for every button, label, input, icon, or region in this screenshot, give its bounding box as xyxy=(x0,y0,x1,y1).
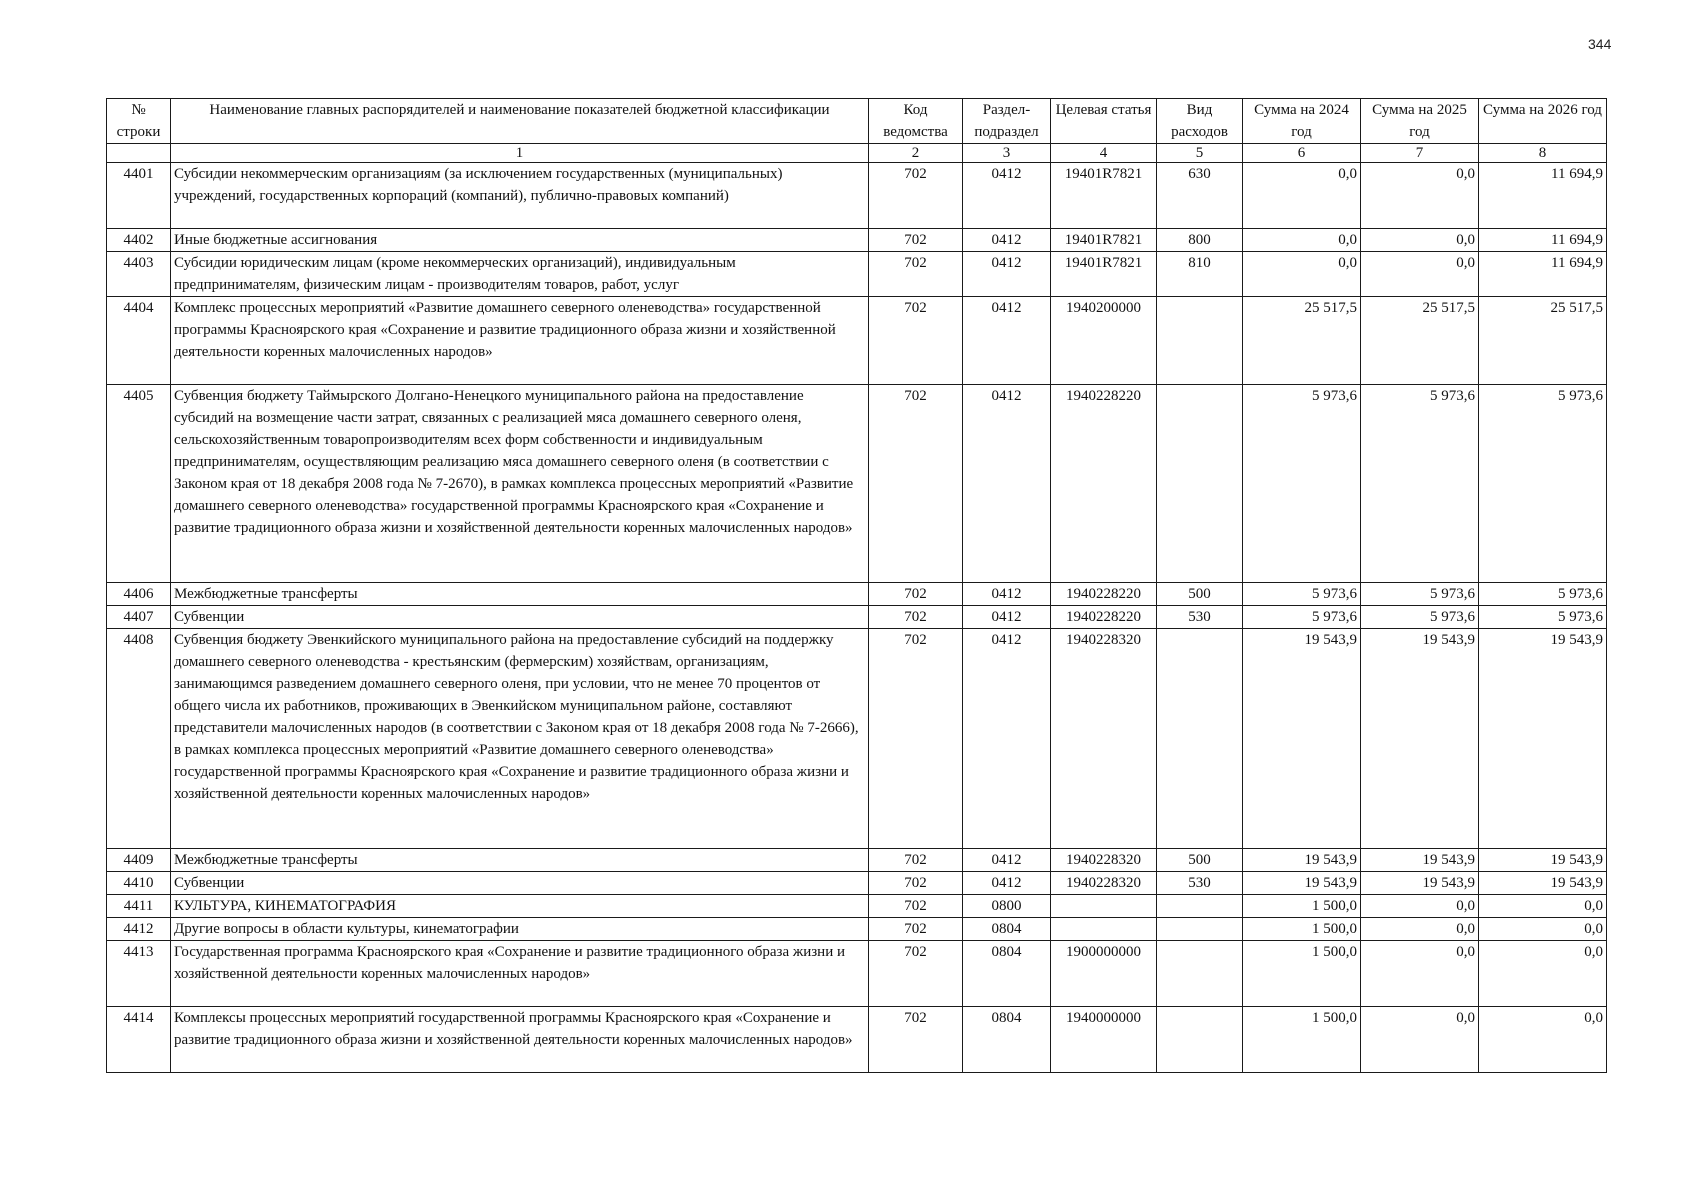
table-row xyxy=(107,252,1607,297)
column-index: 8 xyxy=(1479,144,1607,163)
dept-code: 702 xyxy=(869,163,963,229)
row-number: 4404 xyxy=(107,297,171,385)
table-row xyxy=(107,297,1607,385)
row-name: Комплексы процессных мероприятий государственной программы Красноярского края «Сохранение и развитие традиционного образа жизни и хозяйственной деятельности коренных малочисленных народов» xyxy=(171,1007,869,1073)
sum-2024: 5 973,6 xyxy=(1243,606,1361,629)
table-row xyxy=(107,583,1607,606)
target-code: 1940228320 xyxy=(1051,872,1157,895)
column-index: 6 xyxy=(1243,144,1361,163)
sum-2025: 0,0 xyxy=(1361,163,1479,229)
budget-table xyxy=(106,98,1607,1073)
expense-type xyxy=(1157,895,1243,918)
sum-2025: 25 517,5 xyxy=(1361,297,1479,385)
sum-2025: 5 973,6 xyxy=(1361,606,1479,629)
sum-2024: 1 500,0 xyxy=(1243,918,1361,941)
sum-2024: 19 543,9 xyxy=(1243,849,1361,872)
sum-2024: 19 543,9 xyxy=(1243,629,1361,849)
sum-2024: 5 973,6 xyxy=(1243,385,1361,583)
sum-2024: 1 500,0 xyxy=(1243,1007,1361,1073)
sum-2026: 0,0 xyxy=(1479,918,1607,941)
row-name: Межбюджетные трансферты xyxy=(171,583,869,606)
row-name: Субвенция бюджету Эвенкийского муниципального района на предоставление субсидий на поддержку домашнего северного оленеводства - крестьянским (фермерским) хозяйствам, организациям, занимающимся разведением домашнего северного оленя, при условии, что не менее 70 процентов от общего числа их работников, проживающих в Эвенкийском муниципальном районе, составляют представители малочисленных народов (в соответствии с Законом края от 18 декабря 2008 года № 7-2666), в рамках комплекса процессных мероприятий «Развитие домашнего северного оленеводства» государственной программы Красноярского края «Сохранение и развитие традиционного образа жизни и хозяйственной деятельности коренных малочисленных народов» xyxy=(171,629,869,849)
sum-2025: 5 973,6 xyxy=(1361,583,1479,606)
sum-2026: 0,0 xyxy=(1479,1007,1607,1073)
sum-2024: 0,0 xyxy=(1243,163,1361,229)
dept-code: 702 xyxy=(869,849,963,872)
target-code: 1940228320 xyxy=(1051,629,1157,849)
section-code: 0412 xyxy=(963,297,1051,385)
sum-2024: 1 500,0 xyxy=(1243,941,1361,1007)
table-row xyxy=(107,895,1607,918)
header-row-no: № строки xyxy=(107,99,171,144)
dept-code: 702 xyxy=(869,385,963,583)
column-index: 4 xyxy=(1051,144,1157,163)
table-row xyxy=(107,385,1607,583)
table-row xyxy=(107,606,1607,629)
sum-2025: 19 543,9 xyxy=(1361,849,1479,872)
sum-2025: 0,0 xyxy=(1361,229,1479,252)
target-code xyxy=(1051,895,1157,918)
row-number: 4409 xyxy=(107,849,171,872)
header-sum-2026: Сумма на 2026 год xyxy=(1479,99,1607,144)
target-code: 19401R7821 xyxy=(1051,252,1157,297)
header-sum-2025: Сумма на 2025 год xyxy=(1361,99,1479,144)
table-row xyxy=(107,941,1607,1007)
row-name: Другие вопросы в области культуры, кинематографии xyxy=(171,918,869,941)
table-row xyxy=(107,849,1607,872)
dept-code: 702 xyxy=(869,918,963,941)
column-index: 7 xyxy=(1361,144,1479,163)
table-header xyxy=(107,99,1607,163)
sum-2024: 5 973,6 xyxy=(1243,583,1361,606)
page-number: 344 xyxy=(1588,36,1612,52)
sum-2026: 19 543,9 xyxy=(1479,872,1607,895)
sum-2026: 19 543,9 xyxy=(1479,629,1607,849)
table-row xyxy=(107,1007,1607,1073)
row-name: Иные бюджетные ассигнования xyxy=(171,229,869,252)
section-code: 0804 xyxy=(963,918,1051,941)
dept-code: 702 xyxy=(869,629,963,849)
sum-2025: 0,0 xyxy=(1361,918,1479,941)
sum-2026: 11 694,9 xyxy=(1479,163,1607,229)
sum-2026: 19 543,9 xyxy=(1479,849,1607,872)
column-index xyxy=(107,144,171,163)
sum-2024: 0,0 xyxy=(1243,252,1361,297)
row-name: Субсидии юридическим лицам (кроме некоммерческих организаций), индивидуальным предпринимателям, физическим лицам - производителям товаров, работ, услуг xyxy=(171,252,869,297)
sum-2026: 0,0 xyxy=(1479,895,1607,918)
sum-2025: 19 543,9 xyxy=(1361,629,1479,849)
table-row xyxy=(107,163,1607,229)
header-dept-code: Код ведомства xyxy=(869,99,963,144)
expense-type: 500 xyxy=(1157,849,1243,872)
row-number: 4401 xyxy=(107,163,171,229)
expense-type: 630 xyxy=(1157,163,1243,229)
sum-2025: 0,0 xyxy=(1361,941,1479,1007)
section-code: 0804 xyxy=(963,1007,1051,1073)
table-row xyxy=(107,229,1607,252)
expense-type: 810 xyxy=(1157,252,1243,297)
column-index: 5 xyxy=(1157,144,1243,163)
row-name: Комплекс процессных мероприятий «Развитие домашнего северного оленеводства» государственной программы Красноярского края «Сохранение и развитие традиционного образа жизни и хозяйственной деятельности коренных малочисленных народов» xyxy=(171,297,869,385)
row-number: 4406 xyxy=(107,583,171,606)
section-code: 0412 xyxy=(963,583,1051,606)
table-body xyxy=(107,163,1607,1073)
expense-type xyxy=(1157,1007,1243,1073)
section-code: 0412 xyxy=(963,629,1051,849)
expense-type xyxy=(1157,629,1243,849)
sum-2026: 25 517,5 xyxy=(1479,297,1607,385)
expense-type: 800 xyxy=(1157,229,1243,252)
table-row xyxy=(107,629,1607,849)
table-row xyxy=(107,872,1607,895)
dept-code: 702 xyxy=(869,941,963,1007)
row-number: 4405 xyxy=(107,385,171,583)
section-code: 0412 xyxy=(963,606,1051,629)
sum-2025: 0,0 xyxy=(1361,895,1479,918)
row-name: КУЛЬТУРА, КИНЕМАТОГРАФИЯ xyxy=(171,895,869,918)
target-code: 1940228220 xyxy=(1051,583,1157,606)
section-code: 0412 xyxy=(963,849,1051,872)
expense-type xyxy=(1157,297,1243,385)
dept-code: 702 xyxy=(869,1007,963,1073)
target-code: 1940228320 xyxy=(1051,849,1157,872)
section-code: 0412 xyxy=(963,872,1051,895)
sum-2025: 5 973,6 xyxy=(1361,385,1479,583)
expense-type xyxy=(1157,941,1243,1007)
row-name: Субвенции xyxy=(171,606,869,629)
sum-2026: 5 973,6 xyxy=(1479,583,1607,606)
section-code: 0412 xyxy=(963,252,1051,297)
sum-2026: 5 973,6 xyxy=(1479,606,1607,629)
expense-type xyxy=(1157,918,1243,941)
section-code: 0804 xyxy=(963,941,1051,1007)
sum-2024: 25 517,5 xyxy=(1243,297,1361,385)
sum-2024: 1 500,0 xyxy=(1243,895,1361,918)
sum-2025: 0,0 xyxy=(1361,1007,1479,1073)
row-name: Государственная программа Красноярского края «Сохранение и развитие традиционного образа жизни и хозяйственной деятельности коренных малочисленных народов» xyxy=(171,941,869,1007)
dept-code: 702 xyxy=(869,606,963,629)
section-code: 0800 xyxy=(963,895,1051,918)
section-code: 0412 xyxy=(963,385,1051,583)
sum-2026: 0,0 xyxy=(1479,941,1607,1007)
row-number: 4408 xyxy=(107,629,171,849)
header-target: Целевая статья xyxy=(1051,99,1157,144)
sum-2026: 11 694,9 xyxy=(1479,252,1607,297)
dept-code: 702 xyxy=(869,229,963,252)
sum-2024: 0,0 xyxy=(1243,229,1361,252)
row-number: 4411 xyxy=(107,895,171,918)
row-name: Субвенции xyxy=(171,872,869,895)
expense-type xyxy=(1157,385,1243,583)
target-code: 1940200000 xyxy=(1051,297,1157,385)
row-name: Субсидии некоммерческим организациям (за исключением государственных (муниципальных) учреждений, государственных корпораций (компаний), публично-правовых компаний) xyxy=(171,163,869,229)
expense-type: 530 xyxy=(1157,606,1243,629)
row-number: 4413 xyxy=(107,941,171,1007)
row-name: Межбюджетные трансферты xyxy=(171,849,869,872)
row-number: 4414 xyxy=(107,1007,171,1073)
sum-2025: 0,0 xyxy=(1361,252,1479,297)
header-name: Наименование главных распорядителей и наименование показателей бюджетной классификации xyxy=(171,99,869,144)
sum-2026: 5 973,6 xyxy=(1479,385,1607,583)
header-sum-2024: Сумма на 2024 год xyxy=(1243,99,1361,144)
header-expense-type: Вид расходов xyxy=(1157,99,1243,144)
target-code: 19401R7821 xyxy=(1051,163,1157,229)
target-code: 1940228220 xyxy=(1051,385,1157,583)
expense-type: 500 xyxy=(1157,583,1243,606)
dept-code: 702 xyxy=(869,297,963,385)
expense-type: 530 xyxy=(1157,872,1243,895)
row-number: 4412 xyxy=(107,918,171,941)
target-code: 1940000000 xyxy=(1051,1007,1157,1073)
target-code: 19401R7821 xyxy=(1051,229,1157,252)
dept-code: 702 xyxy=(869,252,963,297)
dept-code: 702 xyxy=(869,583,963,606)
column-index: 3 xyxy=(963,144,1051,163)
target-code xyxy=(1051,918,1157,941)
section-code: 0412 xyxy=(963,229,1051,252)
target-code: 1940228220 xyxy=(1051,606,1157,629)
header-section: Раздел-подраздел xyxy=(963,99,1051,144)
row-number: 4410 xyxy=(107,872,171,895)
sum-2026: 11 694,9 xyxy=(1479,229,1607,252)
column-index: 1 xyxy=(171,144,869,163)
sum-2025: 19 543,9 xyxy=(1361,872,1479,895)
row-number: 4402 xyxy=(107,229,171,252)
row-name: Субвенция бюджету Таймырского Долгано-Ненецкого муниципального района на предоставление субсидий на возмещение части затрат, связанных с реализацией мяса домашнего северного оленя, сельскохозяйственным товаропроизводителям всех форм собственности и индивидуальным предпринимателям, осуществляющим реализацию мяса домашнего северного оленя (в соответствии с Законом края от 18 декабря 2008 года № 7-2670), в рамках комплекса процессных мероприятий «Развитие домашнего северного оленеводства» государственной программы Красноярского края «Сохранение и развитие традиционного образа жизни и хозяйственной деятельности коренных малочисленных народов» xyxy=(171,385,869,583)
column-index: 2 xyxy=(869,144,963,163)
dept-code: 702 xyxy=(869,872,963,895)
column-index-row xyxy=(107,144,1607,163)
sum-2024: 19 543,9 xyxy=(1243,872,1361,895)
table-row xyxy=(107,918,1607,941)
dept-code: 702 xyxy=(869,895,963,918)
row-number: 4403 xyxy=(107,252,171,297)
row-number: 4407 xyxy=(107,606,171,629)
target-code: 1900000000 xyxy=(1051,941,1157,1007)
section-code: 0412 xyxy=(963,163,1051,229)
